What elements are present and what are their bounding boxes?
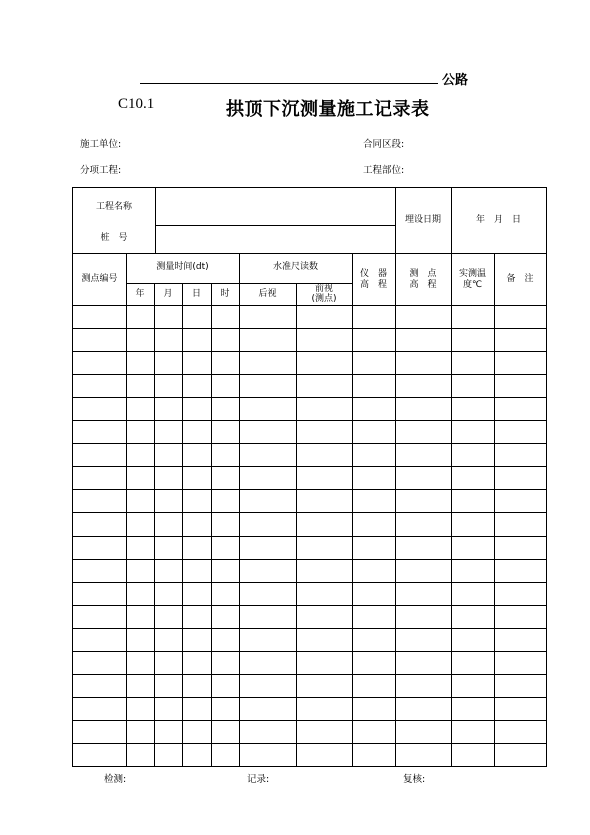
table-row-divider — [73, 559, 546, 560]
table-row-divider — [73, 536, 546, 537]
table-row-divider — [73, 674, 546, 675]
point-elevation-line2: 高 程 — [409, 280, 437, 290]
table-row-divider — [73, 582, 546, 583]
bury-date-label: 埋设日期 — [404, 215, 441, 225]
table-row-divider — [73, 443, 546, 444]
time-col-day: 日 — [191, 289, 201, 299]
time-col-year: 年 — [135, 289, 145, 299]
table-row-divider — [73, 605, 546, 606]
temperature-line1: 实测温 — [458, 269, 486, 279]
table-row-divider — [73, 397, 546, 398]
table-row-divider — [73, 466, 546, 467]
reviewer-label: 复核: — [403, 774, 426, 785]
level-reading-label: 水准尺读数 — [272, 262, 318, 272]
project-part-label: 工程部位: — [363, 165, 405, 176]
road-suffix: 公路 — [442, 73, 469, 88]
road-name-line — [140, 83, 438, 84]
table-row-divider — [73, 720, 546, 721]
table-row-divider — [73, 743, 546, 744]
table-row-divider — [73, 328, 546, 329]
table-row-divider — [73, 374, 546, 375]
backsight-label: 后视 — [258, 289, 277, 299]
record-table — [72, 187, 547, 767]
table-row-divider — [73, 351, 546, 352]
bury-date-value: 年 月 日 — [475, 215, 521, 225]
recorder-label: 记录: — [247, 774, 270, 785]
contract-section-label: 合同区段: — [363, 139, 405, 150]
measure-time-label: 测量时间(dt) — [156, 262, 209, 272]
table-row-divider — [73, 489, 546, 490]
point-elevation-line1: 测 点 — [409, 269, 437, 279]
table-row-divider — [73, 512, 546, 513]
instrument-height-line2: 高 程 — [359, 280, 387, 290]
remarks-label: 备 注 — [506, 274, 534, 284]
form-code: C10.1 — [118, 96, 155, 112]
inspector-label: 检测: — [104, 774, 127, 785]
instrument-height-line1: 仪 器 — [359, 269, 387, 279]
table-row-divider — [73, 697, 546, 698]
foresight-label-line1: 前视 — [314, 284, 333, 294]
table-row-divider — [73, 651, 546, 652]
point-no-label: 测点编号 — [81, 274, 118, 284]
time-col-hour: 时 — [220, 289, 230, 299]
sub-project-label: 分项工程: — [80, 165, 122, 176]
page-title: 拱顶下沉测量施工记录表 — [226, 99, 430, 120]
pile-no-label: 桩 号 — [100, 233, 128, 243]
foresight-label-line2: (测点) — [311, 294, 337, 304]
contractor-label: 施工单位: — [80, 139, 122, 150]
temperature-line2: 度℃ — [462, 280, 483, 290]
table-row-divider — [73, 420, 546, 421]
table-row-divider — [73, 628, 546, 629]
time-col-month: 月 — [163, 289, 173, 299]
project-name-label: 工程名称 — [95, 202, 132, 212]
